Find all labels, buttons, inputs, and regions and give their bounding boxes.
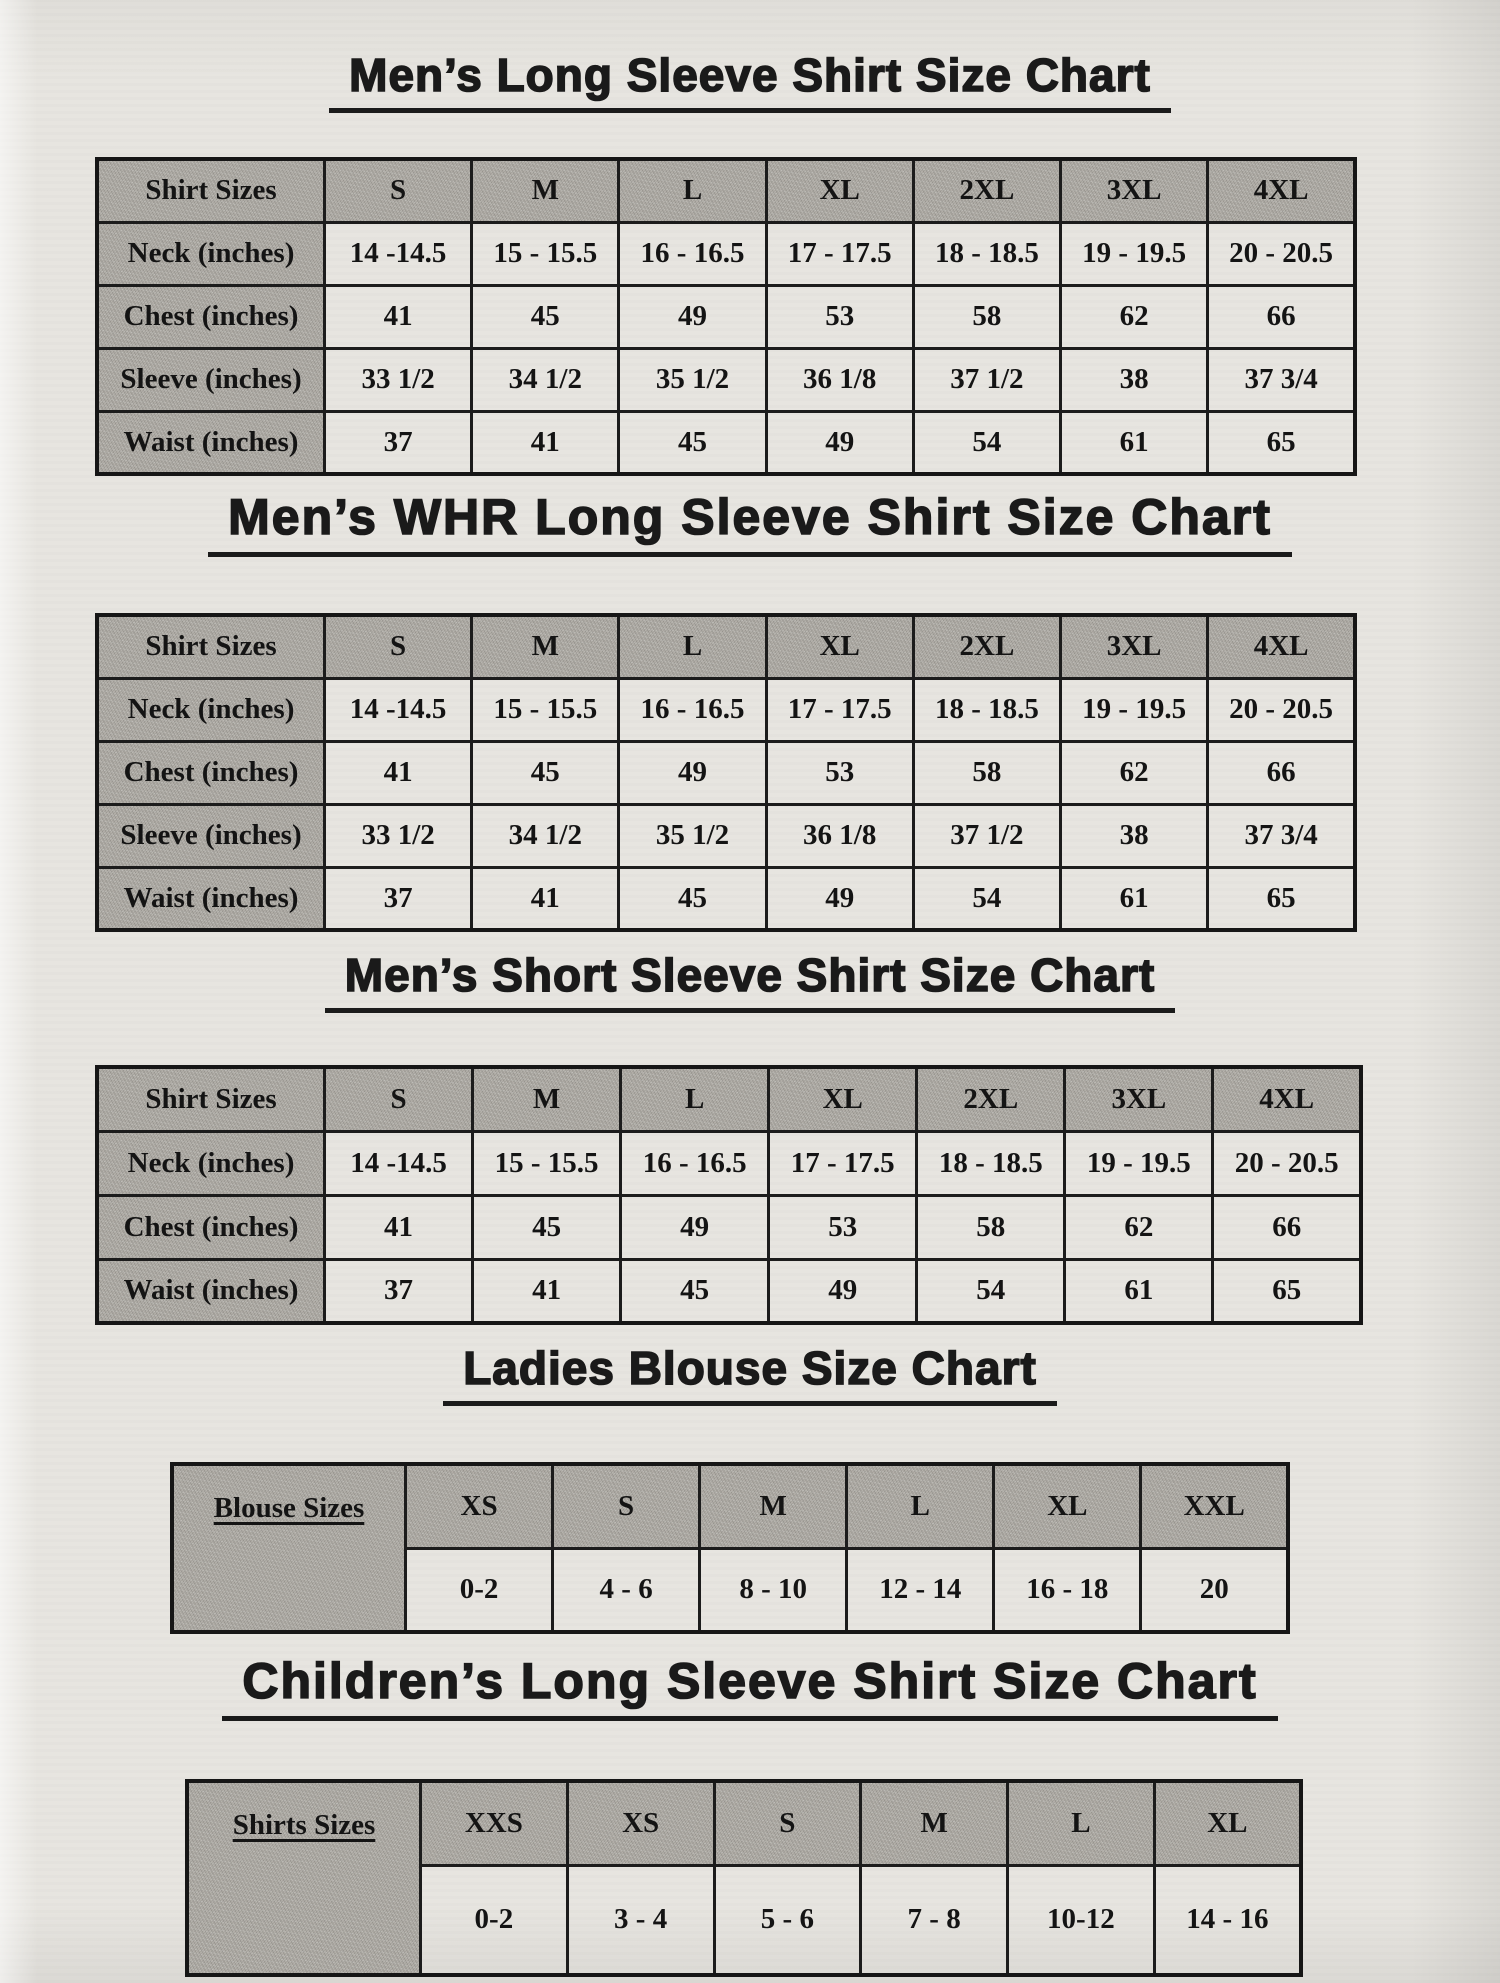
mens-whr-long-sleeve-measurement-value-cell: 45 [472, 741, 619, 804]
mens-whr-long-sleeve-size-column-header: 3XL [1061, 615, 1208, 678]
mens-long-sleeve-measurement-value-cell: 34 1/2 [472, 348, 619, 411]
ladies-blouse-size-column-header: L [847, 1464, 994, 1548]
mens-whr-long-sleeve-size-column-header: M [472, 615, 619, 678]
ladies-blouse-size-range-cell: 20 [1141, 1548, 1288, 1632]
childrens-long-sleeve-size-column-header: XXS [421, 1781, 568, 1865]
mens-short-sleeve-measurement-row-label: Chest (inches) [97, 1195, 325, 1259]
mens-short-sleeve-measurement-value-cell: 58 [917, 1195, 1065, 1259]
ladies-blouse-size-column-header: XXL [1141, 1464, 1288, 1548]
mens-short-sleeve-measurement-value-cell: 14 -14.5 [325, 1131, 473, 1195]
childrens-long-sleeve-size-range-cell: 0-2 [421, 1865, 568, 1975]
section-mens-whr-long-sleeve [0, 476, 1500, 932]
mens-long-sleeve-size-column-header: M [472, 159, 619, 222]
mens-long-sleeve-measurement-value-cell: 18 - 18.5 [913, 222, 1060, 285]
mens-short-sleeve-title [0, 932, 1500, 1013]
mens-long-sleeve-measurement-value-cell: 37 1/2 [913, 348, 1060, 411]
ladies-blouse-size-column-header: XS [406, 1464, 553, 1548]
mens-whr-long-sleeve-measurement-value-cell: 34 1/2 [472, 804, 619, 867]
mens-long-sleeve-measurement-value-cell: 15 - 15.5 [472, 222, 619, 285]
mens-short-sleeve-measurement-value-cell: 54 [917, 1259, 1065, 1323]
mens-long-sleeve-measurement-value-cell: 36 1/8 [766, 348, 913, 411]
mens-short-sleeve-measurement-value-cell: 66 [1213, 1195, 1361, 1259]
mens-whr-long-sleeve-measurement-row-label: Waist (inches) [97, 867, 325, 930]
mens-whr-long-sleeve-measurement-value-cell: 38 [1061, 804, 1208, 867]
childrens-long-sleeve-size-range-cell: 7 - 8 [861, 1865, 1008, 1975]
mens-short-sleeve-size-table [95, 1065, 1363, 1325]
mens-whr-long-sleeve-measurement-value-cell: 65 [1208, 867, 1355, 930]
mens-long-sleeve-measurement-value-cell: 41 [325, 285, 472, 348]
mens-long-sleeve-size-column-header: XL [766, 159, 913, 222]
mens-short-sleeve-measurement-value-cell: 45 [621, 1259, 769, 1323]
mens-whr-long-sleeve-corner-label-cell: Shirt Sizes [97, 615, 325, 678]
mens-long-sleeve-measurement-value-cell: 19 - 19.5 [1061, 222, 1208, 285]
mens-whr-long-sleeve-measurement-value-cell: 35 1/2 [619, 804, 766, 867]
mens-whr-long-sleeve-measurement-value-cell: 62 [1061, 741, 1208, 804]
mens-long-sleeve-size-column-header: 4XL [1208, 159, 1355, 222]
mens-short-sleeve-measurement-value-cell: 18 - 18.5 [917, 1131, 1065, 1195]
childrens-long-sleeve-size-range-cell: 5 - 6 [714, 1865, 861, 1975]
mens-short-sleeve-size-column-header: XL [769, 1067, 917, 1131]
mens-short-sleeve-measurement-value-cell: 20 - 20.5 [1213, 1131, 1361, 1195]
mens-whr-long-sleeve-measurement-value-cell: 18 - 18.5 [913, 678, 1060, 741]
ladies-blouse-size-table [170, 1462, 1290, 1634]
title-text: Children’s Long Sleeve Shirt Size Chart [222, 1656, 1277, 1721]
mens-whr-long-sleeve-size-column-header: 4XL [1208, 615, 1355, 678]
mens-whr-long-sleeve-size-column-header: L [619, 615, 766, 678]
section-childrens-long-sleeve [0, 1634, 1500, 1977]
mens-whr-long-sleeve-measurement-value-cell: 37 3/4 [1208, 804, 1355, 867]
mens-whr-long-sleeve-measurement-value-cell: 15 - 15.5 [472, 678, 619, 741]
mens-whr-long-sleeve-measurement-value-cell: 66 [1208, 741, 1355, 804]
childrens-long-sleeve-size-column-header: XS [567, 1781, 714, 1865]
mens-whr-long-sleeve-size-column-header: S [325, 615, 472, 678]
section-mens-long-sleeve [0, 0, 1500, 476]
mens-long-sleeve-measurement-value-cell: 37 3/4 [1208, 348, 1355, 411]
mens-whr-long-sleeve-measurement-value-cell: 58 [913, 741, 1060, 804]
title-text: Ladies Blouse Size Chart [443, 1345, 1057, 1406]
mens-long-sleeve-measurement-value-cell: 62 [1061, 285, 1208, 348]
mens-long-sleeve-measurement-row-label: Neck (inches) [97, 222, 325, 285]
mens-short-sleeve-size-column-header: S [325, 1067, 473, 1131]
mens-short-sleeve-size-column-header: 3XL [1065, 1067, 1213, 1131]
mens-short-sleeve-measurement-value-cell: 41 [473, 1259, 621, 1323]
ladies-blouse-corner-label-cell: Blouse Sizes [172, 1464, 406, 1632]
mens-long-sleeve-measurement-value-cell: 14 -14.5 [325, 222, 472, 285]
mens-short-sleeve-measurement-value-cell: 17 - 17.5 [769, 1131, 917, 1195]
mens-whr-long-sleeve-measurement-value-cell: 45 [619, 867, 766, 930]
ladies-blouse-size-column-header: M [700, 1464, 847, 1548]
mens-short-sleeve-measurement-value-cell: 62 [1065, 1195, 1213, 1259]
mens-whr-long-sleeve-title [0, 476, 1500, 557]
mens-whr-long-sleeve-measurement-value-cell: 14 -14.5 [325, 678, 472, 741]
ladies-blouse-title [0, 1325, 1500, 1406]
mens-whr-long-sleeve-measurement-value-cell: 37 1/2 [913, 804, 1060, 867]
mens-long-sleeve-title [0, 0, 1500, 113]
mens-short-sleeve-measurement-value-cell: 19 - 19.5 [1065, 1131, 1213, 1195]
mens-long-sleeve-size-column-header: S [325, 159, 472, 222]
mens-whr-long-sleeve-measurement-value-cell: 33 1/2 [325, 804, 472, 867]
title-text: Men’s Long Sleeve Shirt Size Chart [329, 52, 1171, 113]
mens-short-sleeve-measurement-row-label: Neck (inches) [97, 1131, 325, 1195]
mens-long-sleeve-measurement-value-cell: 61 [1061, 411, 1208, 474]
mens-short-sleeve-corner-label-cell: Shirt Sizes [97, 1067, 325, 1131]
mens-whr-long-sleeve-size-table [95, 613, 1357, 932]
mens-long-sleeve-measurement-value-cell: 49 [619, 285, 766, 348]
mens-whr-long-sleeve-measurement-row-label: Chest (inches) [97, 741, 325, 804]
mens-long-sleeve-measurement-value-cell: 45 [472, 285, 619, 348]
mens-long-sleeve-size-column-header: L [619, 159, 766, 222]
mens-long-sleeve-measurement-value-cell: 49 [766, 411, 913, 474]
mens-short-sleeve-measurement-value-cell: 49 [621, 1195, 769, 1259]
mens-short-sleeve-measurement-value-cell: 53 [769, 1195, 917, 1259]
mens-long-sleeve-corner-label-cell: Shirt Sizes [97, 159, 325, 222]
title-text: Men’s WHR Long Sleeve Shirt Size Chart [208, 492, 1292, 557]
mens-long-sleeve-measurement-value-cell: 45 [619, 411, 766, 474]
childrens-long-sleeve-size-range-cell: 3 - 4 [567, 1865, 714, 1975]
mens-short-sleeve-measurement-row-label: Waist (inches) [97, 1259, 325, 1323]
mens-whr-long-sleeve-measurement-value-cell: 41 [472, 867, 619, 930]
ladies-blouse-size-column-header: XL [994, 1464, 1141, 1548]
ladies-blouse-size-range-cell: 16 - 18 [994, 1548, 1141, 1632]
mens-short-sleeve-measurement-value-cell: 45 [473, 1195, 621, 1259]
mens-whr-long-sleeve-measurement-value-cell: 41 [325, 741, 472, 804]
ladies-blouse-size-column-header: S [553, 1464, 700, 1548]
mens-short-sleeve-size-column-header: L [621, 1067, 769, 1131]
title-text: Men’s Short Sleeve Shirt Size Chart [325, 952, 1175, 1013]
mens-long-sleeve-measurement-value-cell: 65 [1208, 411, 1355, 474]
mens-whr-long-sleeve-measurement-value-cell: 49 [619, 741, 766, 804]
childrens-long-sleeve-corner-label-cell: Shirts Sizes [187, 1781, 421, 1975]
mens-long-sleeve-measurement-value-cell: 54 [913, 411, 1060, 474]
mens-short-sleeve-size-column-header: 2XL [917, 1067, 1065, 1131]
childrens-long-sleeve-size-table [185, 1779, 1303, 1977]
mens-short-sleeve-size-column-header: M [473, 1067, 621, 1131]
ladies-blouse-size-range-cell: 8 - 10 [700, 1548, 847, 1632]
mens-whr-long-sleeve-measurement-value-cell: 17 - 17.5 [766, 678, 913, 741]
childrens-long-sleeve-size-range-cell: 10-12 [1008, 1865, 1155, 1975]
mens-short-sleeve-measurement-value-cell: 37 [325, 1259, 473, 1323]
mens-long-sleeve-size-table [95, 157, 1357, 476]
childrens-long-sleeve-title [0, 1634, 1500, 1721]
mens-whr-long-sleeve-measurement-value-cell: 37 [325, 867, 472, 930]
mens-long-sleeve-measurement-value-cell: 37 [325, 411, 472, 474]
mens-whr-long-sleeve-measurement-value-cell: 16 - 16.5 [619, 678, 766, 741]
mens-long-sleeve-measurement-value-cell: 66 [1208, 285, 1355, 348]
section-ladies-blouse [0, 1325, 1500, 1634]
section-mens-short-sleeve [0, 932, 1500, 1325]
mens-whr-long-sleeve-measurement-value-cell: 36 1/8 [766, 804, 913, 867]
ladies-blouse-size-range-cell: 0-2 [406, 1548, 553, 1632]
mens-short-sleeve-measurement-value-cell: 15 - 15.5 [473, 1131, 621, 1195]
childrens-long-sleeve-size-column-header: L [1008, 1781, 1155, 1865]
mens-long-sleeve-measurement-value-cell: 20 - 20.5 [1208, 222, 1355, 285]
mens-whr-long-sleeve-measurement-value-cell: 49 [766, 867, 913, 930]
mens-long-sleeve-measurement-value-cell: 17 - 17.5 [766, 222, 913, 285]
mens-short-sleeve-size-column-header: 4XL [1213, 1067, 1361, 1131]
mens-short-sleeve-measurement-value-cell: 41 [325, 1195, 473, 1259]
mens-long-sleeve-measurement-value-cell: 16 - 16.5 [619, 222, 766, 285]
mens-long-sleeve-measurement-value-cell: 35 1/2 [619, 348, 766, 411]
childrens-long-sleeve-size-column-header: M [861, 1781, 1008, 1865]
mens-long-sleeve-measurement-value-cell: 33 1/2 [325, 348, 472, 411]
mens-whr-long-sleeve-measurement-value-cell: 19 - 19.5 [1061, 678, 1208, 741]
mens-long-sleeve-measurement-value-cell: 53 [766, 285, 913, 348]
mens-whr-long-sleeve-measurement-value-cell: 54 [913, 867, 1060, 930]
childrens-long-sleeve-size-range-cell: 14 - 16 [1154, 1865, 1301, 1975]
mens-short-sleeve-measurement-value-cell: 16 - 16.5 [621, 1131, 769, 1195]
mens-long-sleeve-size-column-header: 3XL [1061, 159, 1208, 222]
mens-long-sleeve-size-column-header: 2XL [913, 159, 1060, 222]
mens-whr-long-sleeve-measurement-row-label: Neck (inches) [97, 678, 325, 741]
childrens-long-sleeve-size-column-header: XL [1154, 1781, 1301, 1865]
ladies-blouse-size-range-cell: 12 - 14 [847, 1548, 994, 1632]
mens-long-sleeve-measurement-row-label: Waist (inches) [97, 411, 325, 474]
mens-whr-long-sleeve-measurement-row-label: Sleeve (inches) [97, 804, 325, 867]
mens-whr-long-sleeve-measurement-value-cell: 53 [766, 741, 913, 804]
mens-whr-long-sleeve-size-column-header: 2XL [913, 615, 1060, 678]
mens-short-sleeve-measurement-value-cell: 65 [1213, 1259, 1361, 1323]
mens-long-sleeve-measurement-value-cell: 38 [1061, 348, 1208, 411]
mens-whr-long-sleeve-measurement-value-cell: 20 - 20.5 [1208, 678, 1355, 741]
mens-long-sleeve-measurement-value-cell: 58 [913, 285, 1060, 348]
childrens-long-sleeve-size-column-header: S [714, 1781, 861, 1865]
mens-short-sleeve-measurement-value-cell: 61 [1065, 1259, 1213, 1323]
mens-long-sleeve-measurement-value-cell: 41 [472, 411, 619, 474]
mens-whr-long-sleeve-measurement-value-cell: 61 [1061, 867, 1208, 930]
mens-whr-long-sleeve-size-column-header: XL [766, 615, 913, 678]
mens-long-sleeve-measurement-row-label: Chest (inches) [97, 285, 325, 348]
mens-short-sleeve-measurement-value-cell: 49 [769, 1259, 917, 1323]
ladies-blouse-size-range-cell: 4 - 6 [553, 1548, 700, 1632]
mens-long-sleeve-measurement-row-label: Sleeve (inches) [97, 348, 325, 411]
